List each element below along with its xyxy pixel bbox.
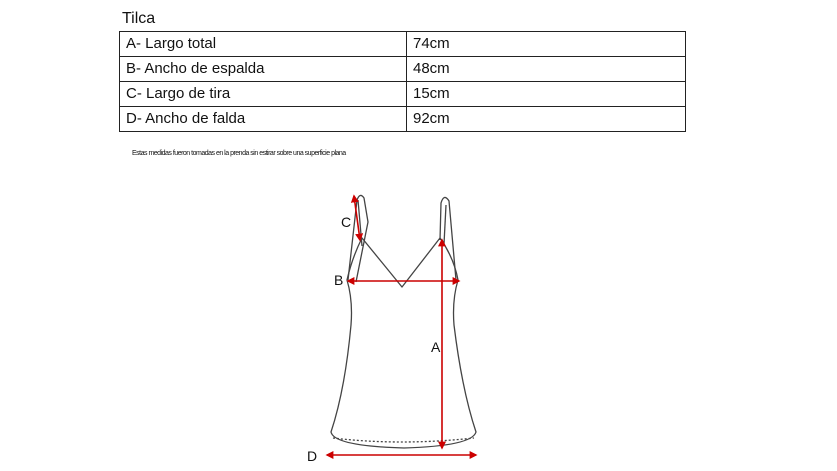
measurement-label: B- Ancho de espalda	[120, 57, 407, 82]
measurement-value: 15cm	[407, 82, 686, 107]
measurement-label: D- Ancho de falda	[120, 107, 407, 132]
measurement-note: Estas medidas fueron tomadas en la prenda sin estirar sobre una superficie plana	[132, 150, 346, 157]
label-a: A	[431, 339, 441, 355]
label-c: C	[341, 214, 352, 230]
dress-outline	[331, 195, 476, 448]
dress-body	[331, 238, 476, 448]
document-title: Tilca	[122, 10, 156, 27]
measurement-label: A- Largo total	[120, 32, 407, 57]
measurement-value: 92cm	[407, 107, 686, 132]
label-d: D	[307, 448, 318, 464]
measurement-label: C- Largo de tira	[120, 82, 407, 107]
hem-stitch	[333, 438, 474, 442]
left-strap	[348, 195, 368, 282]
measurement-value: 48cm	[407, 57, 686, 82]
measurement-value: 74cm	[407, 32, 686, 57]
label-b: B	[334, 272, 344, 288]
right-strap-inner	[444, 205, 446, 244]
